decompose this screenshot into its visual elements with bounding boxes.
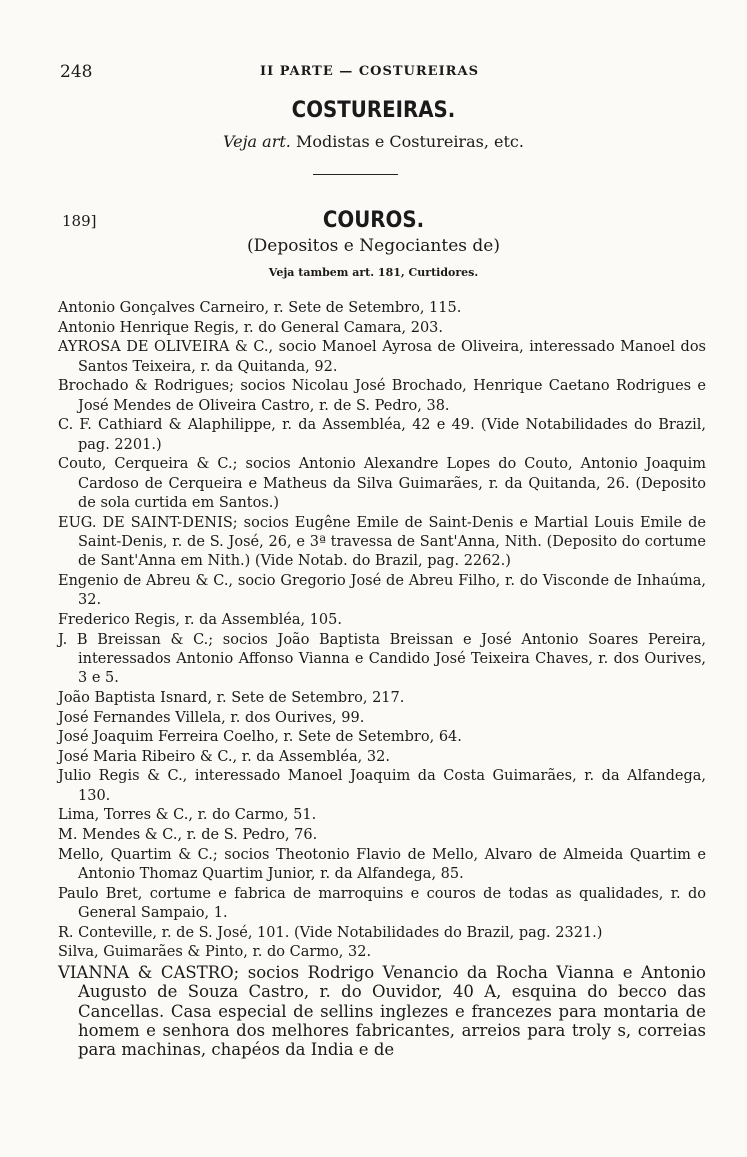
list-item: R. Conteville, r. de S. José, 101. (Vide Notabilidades do Brazil, pag. 2321.) bbox=[58, 924, 603, 941]
section-title-couros: COUROS. bbox=[322, 208, 425, 233]
page-number: 248 bbox=[60, 62, 93, 82]
section-subtitle: (Depositos e Negociantes de) bbox=[247, 236, 500, 256]
list-item: Brochado & Rodrigues; socios Nicolau José Brochado, Henrique Caetano Rodrigues e José Mendes de Oliveira Castro, r. de S. Pedro, 38. bbox=[58, 378, 706, 414]
see-prefix: Veja art. bbox=[223, 132, 291, 151]
list-item: VIANNA & CASTRO; socios Rodrigo Venancio da Rocha Vianna e Antonio Augusto de Souza Castro, r. do Ouvidor, 40 A, esquina do becco das Cancellas. Casa especial de sellins inglezes e francezes para montaria de homem e senhora dos melhores fabricantes, arreios para troly s, correias para machinas, chapéos da India e de bbox=[58, 962, 706, 1060]
list-item: Mello, Quartim & C.; socios Theotonio Flavio de Mello, Alvaro de Almeida Quartim e Antonio Thomaz Quartim Junior, r. da Alfandega, 85. bbox=[58, 846, 706, 882]
page-header bbox=[60, 62, 700, 84]
running-head: II PARTE — COSTUREIRAS bbox=[260, 64, 479, 79]
list-item: M. Mendes & C., r. de S. Pedro, 76. bbox=[58, 826, 318, 843]
list-item: C. F. Cathiard & Alaphilippe, r. da Assembléa, 42 e 49. (Vide Notabilidades do Brazil, pag. 2201.) bbox=[58, 417, 706, 453]
list-item: José Maria Ribeiro & C., r. da Assembléa, 32. bbox=[58, 748, 390, 765]
directory-list bbox=[58, 299, 706, 1060]
list-item: João Baptista Isnard, r. Sete de Setembro, 217. bbox=[58, 690, 405, 706]
list-item: Paulo Bret, cortume e fabrica de marroquins e couros de todas as qualidades, r. do General Sampaio, 1. bbox=[58, 885, 706, 921]
list-item: José Fernandes Villela, r. dos Ourives, 99. bbox=[58, 709, 365, 726]
list-item: Julio Regis & C., interessado Manoel Joaquim da Costa Guimarães, r. da Alfandega, 130. bbox=[58, 768, 706, 804]
list-item: Lima, Torres & C., r. do Carmo, 51. bbox=[58, 807, 317, 824]
list-item: AYROSA DE OLIVEIRA & C., socio Manoel Ayrosa de Oliveira, interessado Manoel dos Santos Teixeira, r. da Quitanda, 92. bbox=[58, 339, 706, 375]
see-also-note: Veja tambem art. 181, Curtidores. bbox=[268, 266, 479, 279]
list-item: José Joaquim Ferreira Coelho, r. Sete de Setembro, 64. bbox=[58, 729, 462, 746]
section-divider bbox=[313, 174, 398, 175]
list-item: Frederico Regis, r. da Assembléa, 105. bbox=[58, 612, 342, 628]
list-item: Antonio Gonçalves Carneiro, r. Sete de Setembro, 115. bbox=[58, 300, 462, 316]
see-text: Modistas e Costureiras, etc. bbox=[295, 132, 524, 151]
list-item: EUG. DE SAINT-DENIS; socios Eugêne Emile de Saint-Denis e Martial Louis Emile de Saint-Denis, r. de S. José, 26, e 3ª travessa de Sant'Anna, Nith. (Deposito do cortume de Sant'Anna em Nith.) (Vide Notab. do Brazil, pag. 2262.) bbox=[58, 514, 706, 570]
section-title-costureiras: COSTUREIRAS. bbox=[291, 98, 456, 123]
list-item: Engenio de Abreu & C., socio Gregorio José de Abreu Filho, r. do Visconde de Inhaúma, 32. bbox=[58, 573, 706, 609]
list-item: Couto, Cerqueira & C.; socios Antonio Alexandre Lopes do Couto, Antonio Joaquim Cardoso de Cerqueira e Matheus da Silva Guimarães, r. da Quitanda, 26. (Deposito de sola curtida em Santos.) bbox=[58, 456, 706, 511]
section-number: 189] bbox=[62, 212, 97, 230]
list-item: Antonio Henrique Regis, r. do General Camara, 203. bbox=[58, 319, 444, 336]
list-item: Silva, Guimarães & Pinto, r. do Carmo, 32. bbox=[58, 944, 372, 961]
cross-reference-costureiras bbox=[0, 132, 747, 151]
list-item: J. B Breissan & C.; socios João Baptista Breissan e José Antonio Soares Pereira, interessados Antonio Affonso Vianna e Candido José Teixeira Chaves, r. dos Ourives, 3 e 5. bbox=[58, 631, 706, 687]
